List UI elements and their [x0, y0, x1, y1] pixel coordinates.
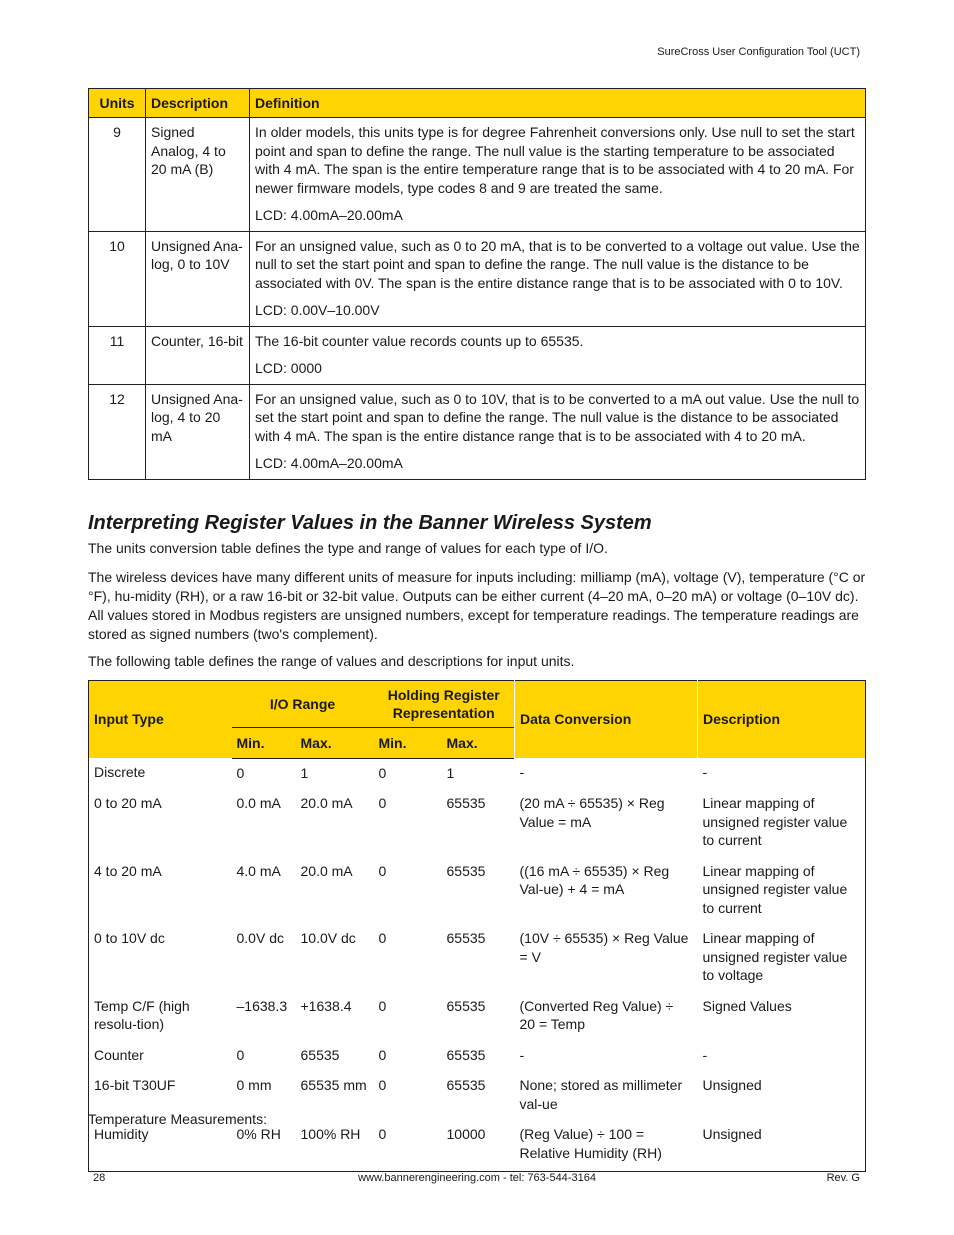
units-table-header-row [89, 89, 866, 118]
column-header-register-min: Min. [374, 728, 442, 759]
io-max-cell: 65535 [300, 1046, 340, 1063]
page-number: 28 [93, 1172, 106, 1184]
register-min-cell: 0 [378, 1046, 387, 1063]
column-header-units: Units [89, 89, 146, 118]
io-max-cell: 20.0 mA [300, 862, 353, 879]
definition-text: For an unsigned value, such as 0 to 20 mA, that is to be converted to a voltage out value. Use the null to set the start point and span to define the range. The null value is the distance to be associated with 0V. The span is the entire distance range that is to be associated with 0 to 10V. [255, 237, 860, 291]
io-min-cell: 0 [236, 764, 245, 781]
register-min-cell: 0 [378, 1126, 387, 1142]
register-max-cell: 10000 [446, 1126, 486, 1142]
register-max-cell: 65535 [446, 1077, 486, 1093]
description-cell: Linear mapping of unsigned register value to voltage [702, 930, 848, 983]
input-type-cell: 0 to 10V dc [94, 930, 165, 946]
data-conversion-cell: - [519, 764, 525, 780]
table-row [89, 926, 866, 994]
io-min-cell: –1638.3 [236, 997, 288, 1014]
table-row [89, 1122, 866, 1172]
lcd-range-text: LCD: 4.00mA–20.00mA [255, 207, 403, 223]
table-row [89, 326, 866, 384]
table-row [89, 1043, 866, 1074]
lcd-range-text: LCD: 0.00V–10.00V [255, 302, 380, 318]
units-cell: 10 [89, 231, 146, 326]
table-row [89, 791, 866, 859]
column-header-io-range: I/O Range [232, 681, 374, 728]
table-row [89, 384, 866, 479]
intro-paragraph: The units conversion table defines the type and range of values for each type of I/O. [88, 540, 608, 556]
lcd-range-text: LCD: 0000 [255, 360, 322, 376]
table-row [89, 118, 866, 232]
column-header-description: Description [146, 89, 250, 118]
definition-text: For an unsigned value, such as 0 to 10V, that is to be converted to a mA out value. Use the null to set the start point and span to define the range. The null value is the distance to be associated with 4 mA. The span is the entire distance range that is to be associated with 4 to 20 mA. [255, 390, 860, 444]
data-conversion-cell: ((16 mA ÷ 65535) × Reg Val-ue) + 4 = mA [519, 862, 670, 897]
data-conversion-cell: None; stored as millimeter val-ue [519, 1077, 683, 1112]
units-cell: 12 [89, 384, 146, 479]
units-paragraph: The wireless devices have many different units of measure for inputs including: milliamp (mA), voltage (V), temperature (°C or °F), hu-midity (RH), or a raw 16-bit or 32-bit value. Outputs can be either current (4–20 mA, 0–20 mA) or voltage (0–10V dc). All values stored in Modbus registers are unsigned numbers, except for temperature readings. The temperature readings are stored as signed numbers (two's complement). [88, 569, 866, 642]
description-cell: Signed Analog, 4 to 20 mA (B) [146, 118, 250, 232]
description-cell: Linear mapping of unsigned register value to current [702, 862, 848, 916]
register-max-cell: 65535 [446, 930, 486, 946]
data-conversion-cell: - [519, 1046, 525, 1063]
input-type-cell: 4 to 20 mA [94, 862, 162, 879]
io-max-cell: 1 [300, 764, 309, 781]
register-max-cell: 65535 [446, 997, 486, 1014]
input-table-body [89, 758, 866, 1172]
description-cell: Unsigned Ana-log, 0 to 10V [146, 231, 250, 326]
register-max-cell: 65535 [446, 1046, 486, 1063]
register-min-cell: 0 [378, 930, 387, 946]
running-header: SureCross User Configuration Tool (UCT) [657, 46, 860, 58]
description-cell: - [702, 1046, 708, 1063]
io-min-cell: 0% RH [236, 1126, 281, 1142]
io-max-cell: 20.0 mA [300, 795, 353, 811]
column-header-io-min: Min. [232, 728, 296, 759]
table-row [89, 758, 866, 791]
data-conversion-cell: (Converted Reg Value) ÷ 20 = Temp [519, 997, 674, 1032]
io-max-cell: 100% RH [300, 1126, 361, 1142]
definition-cell [250, 384, 866, 479]
definition-cell [250, 231, 866, 326]
register-max-cell: 65535 [446, 862, 486, 879]
register-min-cell: 0 [378, 862, 387, 879]
column-header-definition: Definition [250, 89, 866, 118]
section-heading: Interpreting Register Values in the Banner Wireless System [88, 512, 652, 534]
register-max-cell: 65535 [446, 795, 486, 811]
units-cell: 11 [89, 326, 146, 384]
description-cell: Unsigned [702, 1077, 762, 1093]
table-intro-paragraph: The following table defines the range of values and descriptions for input units. [88, 653, 575, 669]
lcd-range-text: LCD: 4.00mA–20.00mA [255, 455, 403, 471]
input-type-cell: Temp C/F (high resolu-tion) [94, 997, 190, 1032]
description-cell: Unsigned [702, 1126, 762, 1142]
input-type-cell: 16-bit T30UF [94, 1077, 176, 1093]
column-header-data-conversion: Data Conversion [515, 681, 698, 759]
register-min-cell: 0 [378, 795, 387, 811]
io-min-cell: 0 [236, 1046, 245, 1063]
register-min-cell: 0 [378, 764, 387, 781]
table-row [89, 859, 866, 927]
io-max-cell: 65535 mm [300, 1077, 367, 1093]
column-header-input-type: Input Type [89, 681, 232, 759]
register-min-cell: 0 [378, 1077, 387, 1093]
definition-text: In older models, this units type is for degree Fahrenheit conversions only. Use null to set the start point and span to define the range. The null value is the starting temperature to be associated with 4 mA. The span is the entire temperature range that is to be associated with 4 to 20 mA. For newer firmware models, type codes 8 and 9 are treated the same. [255, 124, 855, 196]
data-conversion-cell: (Reg Value) ÷ 100 = Relative Humidity (RH) [519, 1126, 662, 1161]
input-type-cell: Humidity [94, 1126, 149, 1142]
definition-text: The 16-bit counter value records counts up to 65535. [255, 332, 584, 349]
units-cell: 9 [89, 118, 146, 232]
definition-cell [250, 118, 866, 232]
input-type-cell: 0 to 20 mA [94, 795, 162, 811]
input-type-cell: Discrete [94, 764, 146, 780]
description-cell: Signed Values [702, 997, 792, 1014]
description-cell: Counter, 16-bit [146, 326, 250, 384]
register-min-cell: 0 [378, 997, 387, 1014]
io-max-cell: 10.0V dc [300, 930, 356, 946]
description-cell: Linear mapping of unsigned register value to current [702, 795, 848, 848]
io-min-cell: 0 mm [236, 1077, 272, 1093]
units-table [88, 88, 866, 480]
table-row [89, 994, 866, 1043]
io-min-cell: 0.0 mA [236, 795, 281, 811]
description-cell: - [702, 764, 708, 780]
io-min-cell: 4.0 mA [236, 862, 281, 879]
io-max-cell: +1638.4 [300, 997, 352, 1014]
io-min-cell: 0.0V dc [236, 930, 284, 946]
input-type-cell: Counter [94, 1046, 144, 1063]
table-row [89, 231, 866, 326]
footer-contact: www.bannerengineering.com - tel: 763-544-3164 [358, 1172, 596, 1184]
definition-cell [250, 326, 866, 384]
column-header-io-max: Max. [296, 728, 374, 759]
column-header-register-max: Max. [442, 728, 515, 759]
data-conversion-cell: (10V ÷ 65535) × Reg Value = V [519, 930, 689, 965]
column-header-holding-register: Holding Register Representation [374, 681, 515, 728]
column-header-description: Description [698, 681, 866, 759]
input-table-header-row [89, 681, 866, 728]
input-units-table [88, 680, 866, 1172]
temperature-measurements-label: Temperature Measurements: [88, 1111, 267, 1127]
revision-label: Rev. G [826, 1172, 860, 1184]
data-conversion-cell: (20 mA ÷ 65535) × Reg Value = mA [519, 795, 665, 830]
description-cell: Unsigned Ana-log, 4 to 20 mA [146, 384, 250, 479]
register-max-cell: 1 [446, 764, 455, 781]
